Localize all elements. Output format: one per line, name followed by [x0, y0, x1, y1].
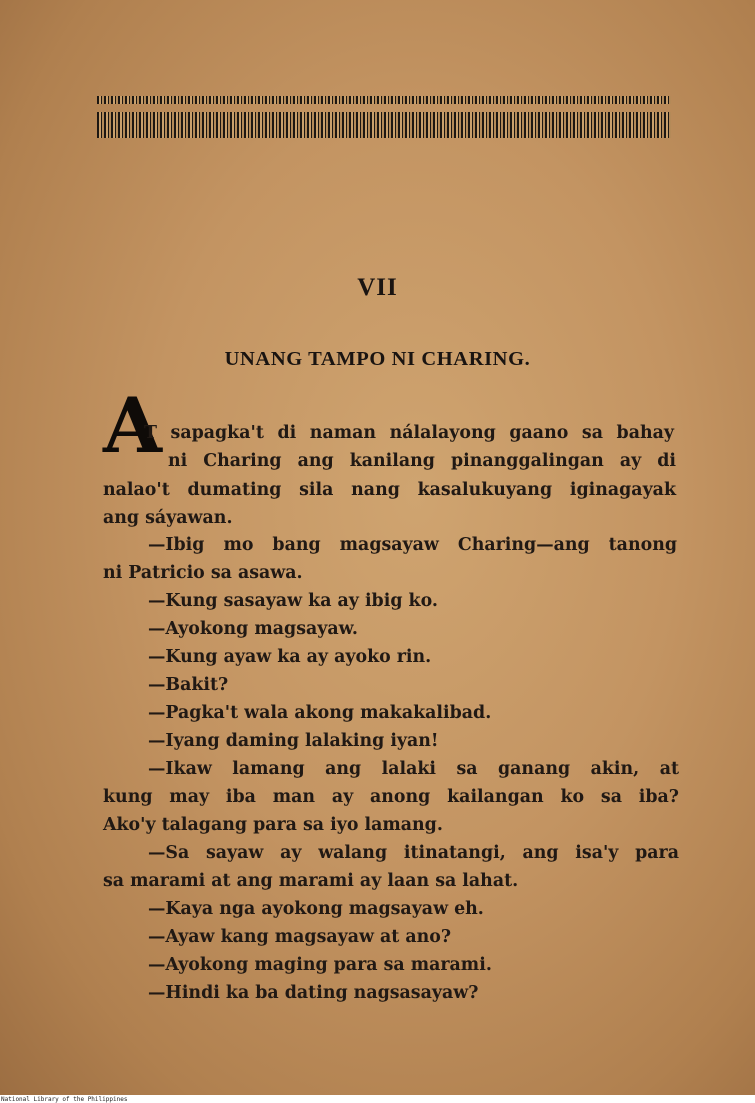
text-line: —Kaya nga ayokong magsayaw eh. [148, 899, 484, 919]
text-line: —Ayokong magsayaw. [148, 619, 358, 639]
text-line: kung may iba man ay anong kailangan ko sa iba? [103, 787, 679, 807]
text-line: T sapagka't di naman nálalayong gaano sa bahay [144, 423, 674, 443]
header-ornament-bottom [97, 112, 671, 138]
text-line: —Ayaw kang magsayaw at ano? [148, 927, 452, 947]
text-line: —Pagka't wala akong makakalibad. [148, 703, 492, 723]
text-line: Ako'y talagang para sa iyo lamang. [103, 815, 443, 835]
chapter-number: VII [357, 274, 398, 301]
text-line: —Kung sasayaw ka ay ibig ko. [148, 591, 438, 611]
chapter-title: UNANG TAMPO NI CHARING. [224, 348, 531, 370]
text-line: —Iyang daming lalaking iyan! [148, 731, 439, 751]
text-line: ni Charing ang kanilang pinanggalingan ay di [168, 451, 676, 471]
text-line: —Ikaw lamang ang lalaki sa ganang akin, at [148, 759, 679, 779]
drop-cap: A [103, 381, 162, 470]
text-line: —Bakit? [148, 675, 229, 695]
text-line: —Kung ayaw ka ay ayoko rin. [148, 647, 432, 667]
text-line: ni Patricio sa asawa. [103, 563, 303, 583]
text-line: sa marami at ang marami ay laan sa lahat. [103, 871, 519, 891]
library-credit: National Library of the Philippines [1, 1096, 128, 1103]
text-line: —Ibig mo bang magsayaw Charing—ang tanong [148, 535, 677, 555]
text-line: —Ayokong maging para sa marami. [148, 955, 492, 975]
text-line: nalao't dumating sila nang kasalukuyang iginagayak [103, 480, 676, 500]
text-line: —Sa sayaw ay walang itinatangi, ang isa'y para [148, 843, 679, 863]
text-line: —Hindi ka ba dating nagsasayaw? [148, 983, 479, 1003]
header-ornament-top [97, 96, 671, 104]
text-line: ang sáyawan. [103, 508, 233, 528]
